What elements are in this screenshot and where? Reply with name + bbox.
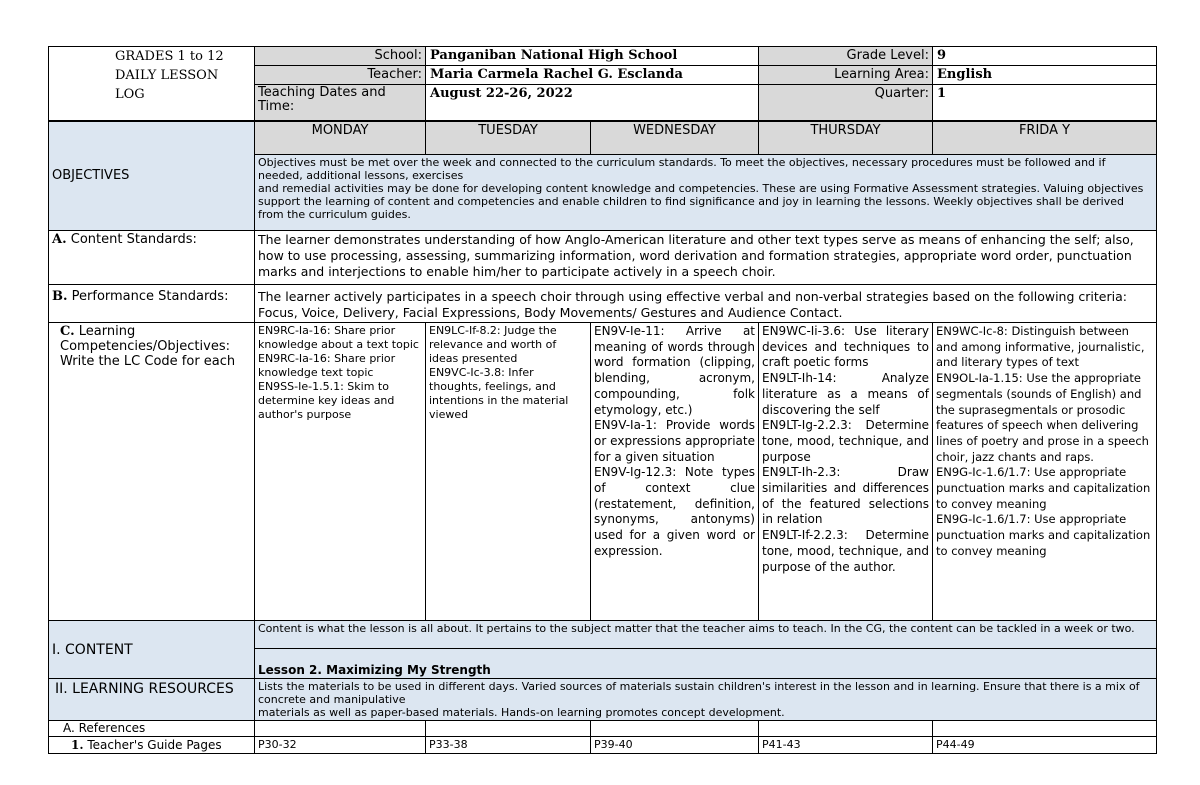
dll-table [48, 46, 1157, 754]
competencies-wednesday: EN9V-Ie-11: Arrive at meaning of words through word formation (clipping, blending, acronym, compounding, folk etymology, etc.) EN9V-Ia-1: Provide words or expressions appropriate for a given situation EN9V-Ig-12.3: Note types of context clue (restatement, definition, synonyms, antonyms) used for a given word or expression. [591, 323, 759, 621]
title-line-3: LOG [115, 87, 145, 102]
references-tuesday [426, 721, 591, 737]
content-standards-label [49, 231, 255, 285]
content-label: I. CONTENT [49, 621, 255, 679]
dates-label: Teaching Dates and Time: [255, 85, 426, 121]
content-standards-text: The learner demonstrates understanding of how Anglo-American literature and other text types serve as means of enhancing the self; also, how to use processing, assessing, summarizing information, word derivation and formation strategies, appropriate word order, punctuation marks and interjections to enable him/her to participate actively in a speech choir. [255, 231, 1157, 285]
competencies-thursday: EN9WC-Ii-3.6: Use literary devices and techniques to craft poetic forms EN9LT-Ih-14: Analyze literature as a means of discovering the self EN9LT-Ig-2.2.3: Determine tone, mood, technique, and purpose EN9LT-Ih-2.3: Draw similarities and differences of the featured selections in relation EN9LT-If-2.2.3: Determine tone, mood, technique, and purpose of the author. [759, 323, 933, 621]
title-line-1: GRADES 1 to 12 [115, 49, 224, 64]
competencies-text-label: Learning Competencies/Objectives: Write the LC Code for each [60, 324, 236, 369]
objectives-note-line-2: and remedial activities may be done for developing content knowledge and competencies. These are using Formative Assessment strategies. Valuing objectives support the learning of content and competencies and enable children to find significance and joy in learning the lessons. Weekly objectives shall be derived from the curriculum guides. [258, 182, 1144, 221]
references-wednesday [591, 721, 759, 737]
resources-note-line-2: materials as well as paper-based materials. Hands-on learning promotes concept development. [258, 706, 785, 719]
tg-pages-num: 1. [71, 738, 84, 752]
performance-standards-text-label: Performance Standards: [71, 289, 229, 304]
performance-standards-letter: B. [52, 289, 68, 304]
dates-value: August 22-26, 2022 [426, 85, 759, 121]
learning-resources-label: II. LEARNING RESOURCES [49, 679, 255, 721]
daily-lesson-log [48, 46, 1156, 754]
tg-pages-label [49, 737, 255, 754]
resources-note-line-1: Lists the materials to be used in different days. Varied sources of materials sustain children's interest in the lesson and in learning. Ensure that there is a mix of concrete and manipulative [258, 680, 1140, 706]
day-monday: MONDAY [255, 121, 426, 155]
learning-area-value: English [933, 66, 1157, 85]
day-wednesday: WEDNESDAY [591, 121, 759, 155]
competencies-friday: EN9WC-Ic-8: Distinguish between and among informative, journalistic, and literary types of text EN9OL-Ia-1.15: Use the appropriate segmentals (sounds of English) and the suprasegmentals or prosodic features of speech when delivering lines of poetry and prose in a speech choir, jazz chants and raps. EN9G-Ic-1.6/1.7: Use appropriate punctuation marks and capitalization to convey meaning EN9G-Ic-1.6/1.7: Use appropriate punctuation marks and capitalization to convey meaning [933, 323, 1157, 621]
objectives-label: OBJECTIVES [49, 121, 255, 231]
references-friday [933, 721, 1157, 737]
day-friday: FRIDA Y [933, 121, 1157, 155]
day-tuesday: TUESDAY [426, 121, 591, 155]
competencies-label [49, 323, 255, 621]
competencies-tuesday: EN9LC-If-8.2: Judge the relevance and worth of ideas presented EN9VC-Ic-3.8: Infer thoughts, feelings, and intentions in the material viewed [426, 323, 591, 621]
tg-pages-friday: P44-49 [933, 737, 1157, 754]
grade-level-value: 9 [933, 47, 1157, 66]
content-standards-text-label: Content Standards: [70, 232, 197, 247]
school-label: School: [255, 47, 426, 66]
objectives-note [255, 155, 1157, 231]
competencies-letter: C. [60, 324, 75, 339]
tg-pages-tuesday: P33-38 [426, 737, 591, 754]
teacher-value: Maria Carmela Rachel G. Esclanda [426, 66, 759, 85]
objectives-note-line-1: Objectives must be met over the week and connected to the curriculum standards. To meet the objectives, necessary procedures must be followed and if needed, additional lessons, exercises [258, 156, 1106, 182]
content-standards-letter: A. [52, 232, 67, 247]
quarter-label: Quarter: [759, 85, 933, 121]
tg-pages-monday: P30-32 [255, 737, 426, 754]
school-value: Panganiban National High School [426, 47, 759, 66]
references-monday [255, 721, 426, 737]
performance-standards-label [49, 285, 255, 323]
day-thursday: THURSDAY [759, 121, 933, 155]
tg-pages-text: Teacher's Guide Pages [87, 738, 222, 752]
learning-resources-note [255, 679, 1157, 721]
content-note: Content is what the lesson is all about. It pertains to the subject matter that the teacher aims to teach. In the CG, the content can be tackled in a week or two. [255, 621, 1157, 649]
title-line-2: DAILY LESSON [115, 68, 219, 83]
teacher-label: Teacher: [255, 66, 426, 85]
competencies-monday: EN9RC-Ia-16: Share prior knowledge about a text topic EN9RC-Ia-16: Share prior knowledge text topic EN9SS-Ie-1.5.1: Skim to determine key ideas and author's purpose [255, 323, 426, 621]
quarter-value: 1 [933, 85, 1157, 121]
references-label: A. References [49, 721, 255, 737]
references-thursday [759, 721, 933, 737]
grade-level-label: Grade Level: [759, 47, 933, 66]
tg-pages-wednesday: P39-40 [591, 737, 759, 754]
dll-title [49, 47, 255, 121]
tg-pages-thursday: P41-43 [759, 737, 933, 754]
lesson-title: Lesson 2. Maximizing My Strength [255, 649, 1157, 679]
learning-area-label: Learning Area: [759, 66, 933, 85]
performance-standards-text: The learner actively participates in a speech choir through using effective verbal and non-verbal strategies based on the following criteria: Focus, Voice, Delivery, Facial Expressions, Body Movements/ Gestures and Audience Contact. [255, 285, 1157, 323]
